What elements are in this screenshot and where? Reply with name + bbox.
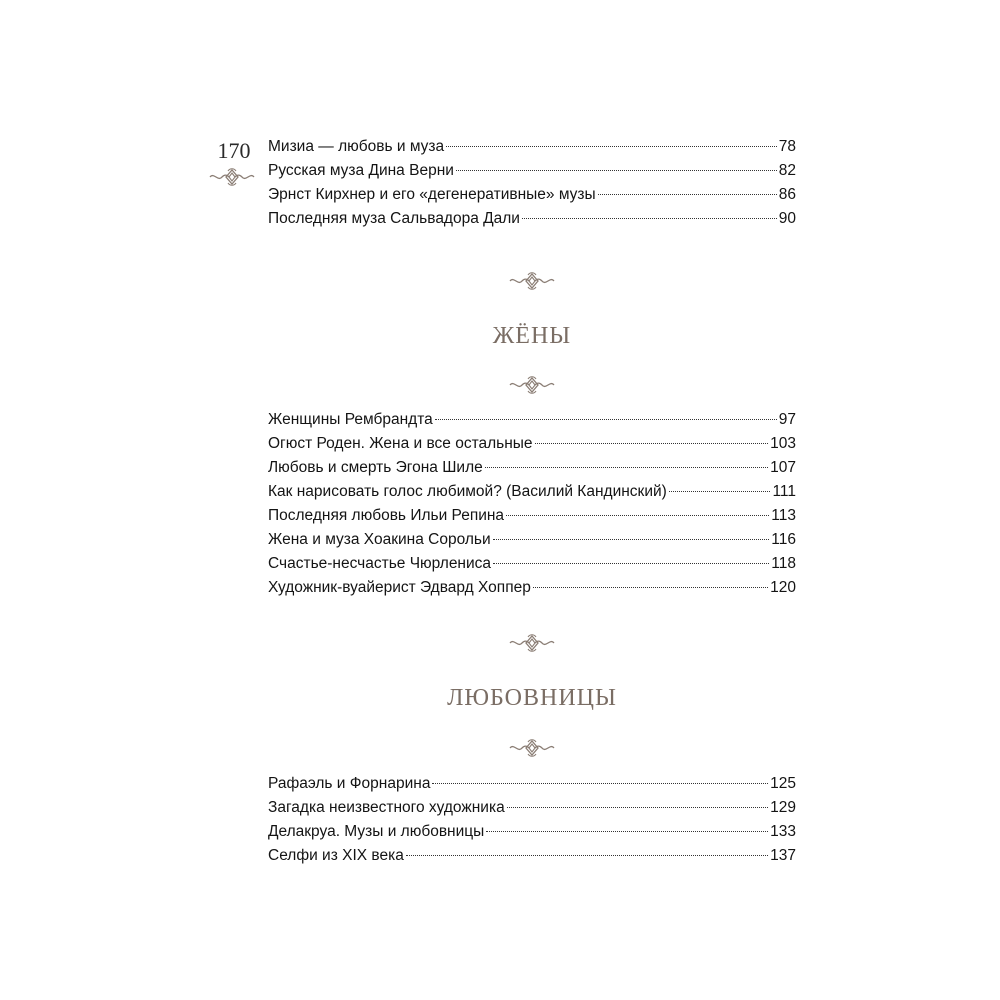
toc-dot-leader (535, 442, 769, 444)
page-number: 170 (217, 138, 251, 163)
toc-entry-page: 107 (770, 459, 796, 476)
toc-entry-title: Рафаэль и Форнарина (268, 775, 431, 792)
toc-entry-title: Эрнст Кирхнер и его «дегенеративные» музы (268, 186, 596, 203)
toc-dot-leader (506, 514, 769, 516)
toc-entry[interactable] (268, 796, 796, 820)
toc-entry-page: 78 (778, 138, 796, 155)
toc-entry-page: 113 (771, 507, 796, 524)
toc-group-lovers (268, 772, 796, 868)
toc-entry[interactable] (268, 456, 796, 480)
flourish-ornament-icon (508, 374, 556, 396)
toc-entry-page: 118 (771, 555, 796, 572)
toc-dot-leader (669, 490, 771, 492)
toc-dot-leader (493, 562, 769, 564)
toc-entry-title: Любовь и смерть Эгона Шиле (268, 459, 483, 476)
toc-entry-page: 82 (778, 162, 796, 179)
toc-entry-title: Женщины Рембрандта (268, 411, 433, 428)
toc-entry[interactable] (268, 159, 796, 183)
toc-dot-leader (446, 145, 777, 147)
toc-entry[interactable] (268, 207, 796, 231)
toc-entry-title: Жена и муза Хоакина Сорольи (268, 531, 491, 548)
toc-entry-title: Как нарисовать голос любимой? (Василий Кандинский) (268, 483, 667, 500)
toc-dot-leader (493, 538, 770, 540)
toc-entry-page: 86 (778, 186, 796, 203)
toc-entry-title: Последняя любовь Ильи Репина (268, 507, 505, 524)
flourish-ornament-icon (508, 737, 556, 759)
toc-entry-page: 111 (772, 483, 796, 500)
toc-entry[interactable] (268, 772, 796, 796)
toc-entry-page: 137 (770, 847, 796, 864)
toc-entry-title: Загадка неизвестного художника (268, 799, 505, 816)
toc-dot-leader (456, 169, 777, 171)
toc-entry-title: Мизиа — любовь и муза (268, 138, 445, 155)
toc-entry[interactable] (268, 480, 796, 504)
toc-dot-leader (522, 217, 777, 219)
toc-entry-page: 120 (770, 579, 796, 596)
toc-entry[interactable] (268, 183, 796, 207)
toc-entry[interactable] (268, 576, 796, 600)
flourish-ornament-icon (208, 166, 256, 188)
toc-entry[interactable] (268, 552, 796, 576)
toc-entry[interactable] (268, 432, 796, 456)
flourish-ornament-icon (508, 270, 556, 292)
toc-entry[interactable] (268, 504, 796, 528)
toc-entry-title: Художник-вуайерист Эдвард Хоппер (268, 579, 531, 596)
toc-entry-page: 97 (778, 411, 796, 428)
toc-dot-leader (432, 782, 768, 784)
toc-dot-leader (507, 806, 768, 808)
toc-entry-page: 90 (778, 210, 796, 227)
toc-entry-title: Русская муза Дина Верни (268, 162, 454, 179)
toc-entry-page: 103 (770, 435, 796, 452)
section-heading-lovers: ЛЮБОВНИЦЫ (447, 685, 617, 711)
toc-group-wives (268, 408, 796, 600)
toc-entry-page: 129 (770, 799, 796, 816)
toc-entry-page: 133 (770, 823, 796, 840)
toc-entry[interactable] (268, 844, 796, 868)
toc-entry[interactable] (268, 408, 796, 432)
toc-entry-title: Селфи из XIX века (268, 847, 404, 864)
toc-group-muses (268, 135, 796, 231)
toc-dot-leader (533, 586, 768, 588)
toc-entry-title: Последняя муза Сальвадора Дали (268, 210, 520, 227)
toc-entry-page: 125 (770, 775, 796, 792)
toc-entry-title: Счастье-несчастье Чюрлениса (268, 555, 492, 572)
toc-dot-leader (486, 830, 768, 832)
toc-dot-leader (435, 418, 777, 420)
toc-dot-leader (485, 466, 768, 468)
toc-entry-title: Огюст Роден. Жена и все остальные (268, 435, 533, 452)
toc-dot-leader (598, 193, 777, 195)
toc-dot-leader (406, 854, 768, 856)
section-heading-wives: ЖЁНЫ (492, 323, 572, 349)
toc-entry[interactable] (268, 135, 796, 159)
toc-entry[interactable] (268, 820, 796, 844)
flourish-ornament-icon (508, 632, 556, 654)
toc-entry[interactable] (268, 528, 796, 552)
toc-entry-page: 116 (771, 531, 796, 548)
toc-entry-title: Делакруа. Музы и любовницы (268, 823, 485, 840)
